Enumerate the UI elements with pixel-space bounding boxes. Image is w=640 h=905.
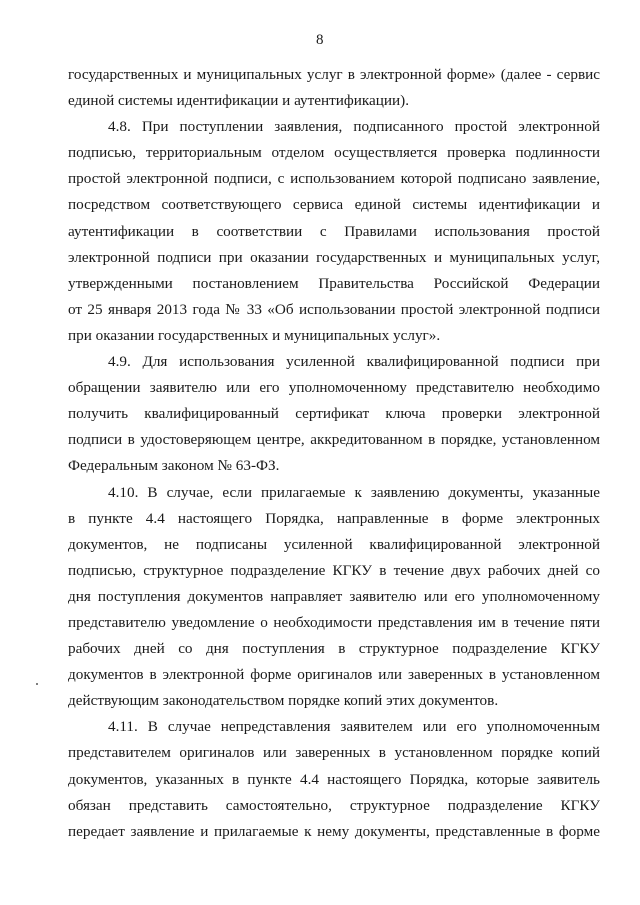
page-number: 8 [316,32,324,48]
text-line: от 25 января 2013 года № 33 «Об использовании простой электронной подписи [68,300,600,318]
text-line: передает заявление и прилагаемые к нему документы, представленные в форме [68,822,600,840]
text-line: посредством соответствующего сервиса единой системы идентификации и [68,196,600,214]
text-line: документов, указанных в пункте 4.4 настоящего Порядка, которые заявитель [68,770,600,788]
text-line: подписи в удостоверяющем центре, аккредитованном в порядке, установленном [68,431,600,449]
text-line: документов в электронной форме оригиналов или заверенных в установленном [68,666,600,684]
text-line: действующим законодательством порядке копий этих документов. [68,692,499,710]
text-line: представителем оригиналов или заверенных в установленном порядке копий [68,744,600,762]
text-line: в пункте 4.4 настоящего Порядка, направленные в форме электронных [68,509,600,527]
paragraph-4-8-first-line: 4.8. При поступлении заявления, подписанного простой электронной [108,118,600,136]
paragraph-4-11-first-line: 4.11. В случае непредставления заявителем или его уполномоченным [108,718,600,736]
text-line: документов, не подписаны усиленной квалифицированной электронной [68,535,600,553]
text-line: государственных и муниципальных услуг в электронной форме» (далее - сервис [68,66,600,83]
text-line: Федеральным законом № 63-ФЗ. [68,457,280,475]
scan-speck [36,683,38,685]
text-line: подписью, структурное подразделение КГКУ в течение двух рабочих дней со [68,561,600,579]
text-line: рабочих дней со дня поступления в структурное подразделение КГКУ [68,640,600,658]
text-line: получить квалифицированный сертификат ключа проверки электронной [68,405,600,423]
text-line: аутентификации в соответствии с Правилами использования простой [68,222,600,240]
text-line: представителю уведомление о необходимости представления им в течение пяти [68,613,600,631]
text-line: дня поступления документов направляет заявителю или его уполномоченному [68,587,600,605]
paragraph-4-9-first-line: 4.9. Для использования усиленной квалифицированной подписи при [108,353,600,371]
text-line: простой электронной подписи, с использованием которой подписано заявление, [68,170,600,188]
paragraph-4-10-first-line: 4.10. В случае, если прилагаемые к заявлению документы, указанные [108,483,600,501]
text-line: обязан представить самостоятельно, структурное подразделение КГКУ [68,796,600,814]
text-line: утвержденными постановлением Правительства Российской Федерации [68,274,600,292]
text-line: подписью, территориальным отделом осуществляется проверка подлинности [68,144,600,162]
body-text [68,62,600,845]
text-line: при оказании государственных и муниципальных услуг». [68,326,441,344]
text-line: электронной подписи при оказании государственных и муниципальных услуг, [68,248,600,266]
text-line: обращении заявителю или его уполномоченному представителю необходимо [68,379,600,397]
text-line: единой системы идентификации и аутентификации). [68,92,410,110]
